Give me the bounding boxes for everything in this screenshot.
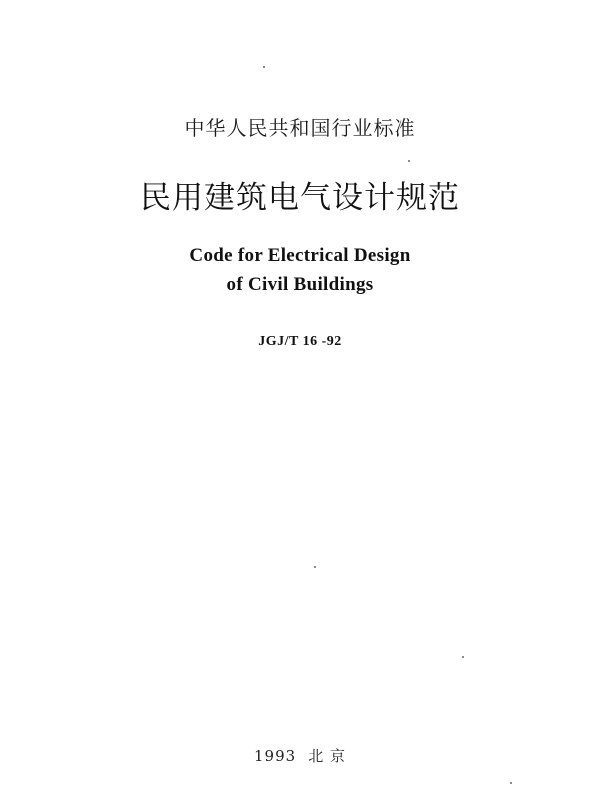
publication-place: 北 京 <box>308 747 346 765</box>
publication-year: 1993 <box>254 747 297 765</box>
scan-speck <box>510 782 512 784</box>
title-chinese: 民用建筑电气设计规范 <box>140 180 460 216</box>
standard-code: JGJ/T 16 -92 <box>258 334 342 349</box>
title-english-line-1: Code for Electrical Design <box>189 245 411 266</box>
scan-speck <box>314 566 316 568</box>
title-english-line-2: of Civil Buildings <box>226 274 374 295</box>
publication-line <box>0 745 600 766</box>
scan-speck <box>263 66 265 68</box>
scan-speck <box>462 656 464 658</box>
scan-speck <box>408 160 410 162</box>
issuing-body: 中华人民共和国行业标准 <box>184 116 416 140</box>
